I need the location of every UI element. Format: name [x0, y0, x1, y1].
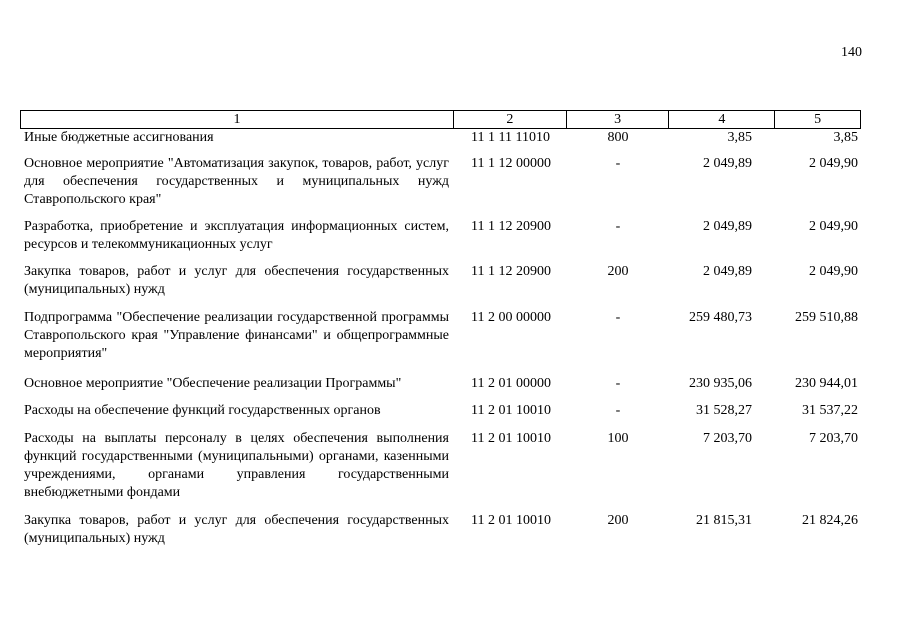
row-name: Иные бюджетные ассигнования	[24, 130, 214, 145]
row-value-4: 2 049,89	[703, 219, 752, 234]
row-value-5: 31 537,22	[802, 403, 858, 418]
column-header-4: 4	[668, 111, 774, 128]
row-type: -	[615, 376, 621, 391]
row-value-5: 21 824,26	[802, 513, 858, 528]
row-value-5: 230 944,01	[795, 376, 858, 391]
row-value-5: 2 049,90	[809, 264, 858, 279]
row-name: Расходы на выплаты персоналу в целях обеспечения выполнения функций государственными (муниципальными) органами, казенными учреждениями, органами управления государственными внебюджетными фондами	[24, 431, 449, 500]
row-code: 11 1 12 20900	[471, 264, 551, 279]
row-value-4: 2 049,89	[703, 264, 752, 279]
row-name: Основное мероприятие "Обеспечение реализации Программы"	[24, 376, 402, 391]
row-name: Расходы на обеспечение функций государственных органов	[24, 403, 381, 418]
row-type: 200	[607, 264, 629, 279]
row-value-4: 31 528,27	[696, 403, 752, 418]
column-header-1: 1	[233, 112, 241, 127]
row-name: Подпрограмма "Обеспечение реализации государственной программы Ставропольского края "Управление финансами" и общепрограммные мероприятия"	[24, 310, 449, 361]
row-name: Закупка товаров, работ и услуг для обеспечения государственных (муниципальных) нужд	[24, 264, 449, 297]
row-value-4: 230 935,06	[689, 376, 752, 391]
table-header	[20, 110, 861, 129]
row-code: 11 2 00 00000	[471, 310, 551, 325]
row-code: 11 2 01 10010	[471, 513, 551, 528]
column-header-3: 3	[566, 111, 669, 128]
row-type: -	[615, 310, 621, 325]
row-value-5: 2 049,90	[809, 156, 858, 171]
row-name: Закупка товаров, работ и услуг для обеспечения государственных (муниципальных) нужд	[24, 513, 449, 546]
row-code: 11 1 11 11010	[471, 130, 550, 145]
row-value-4: 2 049,89	[703, 156, 752, 171]
row-type: 100	[607, 431, 629, 446]
row-value-4: 259 480,73	[689, 310, 752, 325]
row-value-5: 2 049,90	[809, 219, 858, 234]
row-code: 11 2 01 10010	[471, 403, 551, 418]
column-header-2: 2	[453, 111, 566, 128]
row-name: Разработка, приобретение и эксплуатация информационных систем, ресурсов и телекоммуникационных услуг	[24, 219, 449, 252]
row-value-5: 3,85	[833, 130, 858, 145]
row-code: 11 2 01 00000	[471, 376, 551, 391]
row-value-4: 21 815,31	[696, 513, 752, 528]
row-type: -	[615, 219, 621, 234]
row-type: 200	[607, 513, 629, 528]
row-value-4: 7 203,70	[703, 431, 752, 446]
row-type: -	[615, 156, 621, 171]
page-number: 140	[841, 45, 862, 60]
row-type: 800	[607, 130, 629, 145]
row-value-4: 3,85	[727, 130, 752, 145]
row-code: 11 2 01 10010	[471, 431, 551, 446]
row-code: 11 1 12 00000	[471, 156, 551, 171]
row-code: 11 1 12 20900	[471, 219, 551, 234]
row-value-5: 259 510,88	[795, 310, 858, 325]
row-type: -	[615, 403, 621, 418]
row-value-5: 7 203,70	[809, 431, 858, 446]
column-header-5: 5	[774, 111, 860, 128]
row-name: Основное мероприятие "Автоматизация закупок, товаров, работ, услуг для обеспечения государственных и муниципальных нужд Ставропольского края"	[24, 156, 449, 207]
